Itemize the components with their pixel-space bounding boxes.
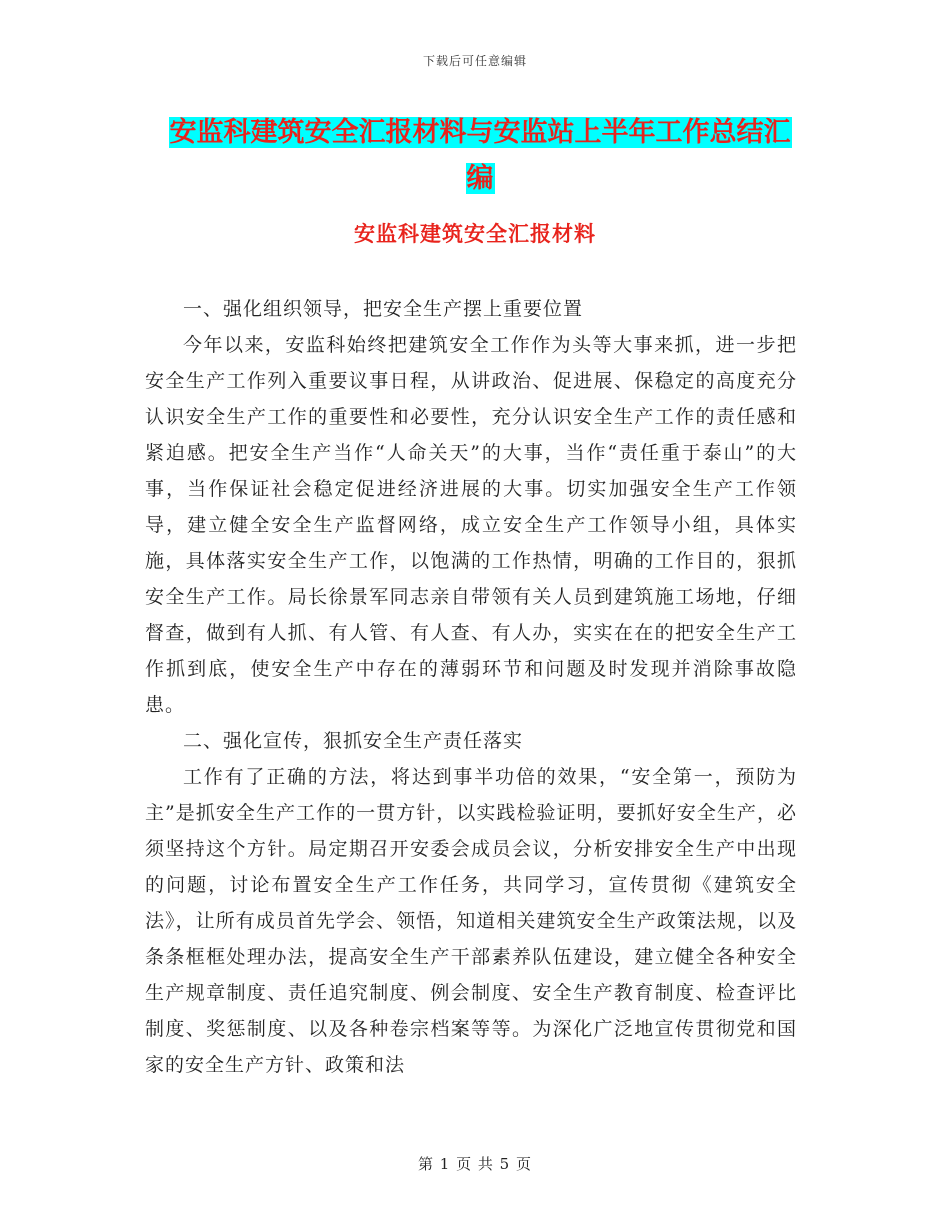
document-title-line-1: 安监科建筑安全汇报材料与安监站上半年工作总结汇 <box>169 117 791 148</box>
heading-section-2: 二、强化宣传，狠抓安全生产责任落实 <box>183 730 524 752</box>
document-title-line-2: 编 <box>466 163 494 194</box>
page-footer: 第 1 页 共 5 页 <box>418 1155 532 1173</box>
paragraph-section-2: 工作有了正确的方法，将达到事半功倍的效果，“安全第一，预防为主”是抓安全生产工作的一贯方针，以实践检验证明，要抓好安全生产，必须坚持这个方针。局定期召开安委会成员会议，分析安排安全生产中出现的问题，讨论布置安全生产工作任务，共同学习，宣传贯彻《建筑安全法》，让所有成员首先学会、领悟，知道相关建筑安全生产政策法规，以及条条框框处理办法，提高安全生产干部素养队伍建设，建立健全各种安全生产规章制度、责任追究制度、例会制度、安全生产教育制度、检查评比制度、奖惩制度、以及各种卷宗档案等等。为深化广泛地宣传贯彻党和国家的安全生产方针、政策和法 <box>145 766 797 1076</box>
paragraph-section-1: 今年以来，安监科始终把建筑安全工作作为头等大事来抓，进一步把安全生产工作列入重要议事日程，从讲政治、促进展、保稳定的高度充分认识安全生产工作的重要性和必要性，充分认识安全生产工作的责任感和紧迫感。把安全生产当作“人命关天”的大事，当作“责任重于泰山”的大事，当作保证社会稳定促进经济进展的大事。切实加强安全生产工作领导，建立健全安全生产监督网络，成立安全生产工作领导小组，具体实施，具体落实安全生产工作，以饱满的工作热情，明确的工作目的，狠抓安全生产工作。局长徐景军同志亲自带领有关人员到建筑施工场地，仔细督查，做到有人抓、有人管、有人查、有人办，实实在在的把安全生产工作抓到底，使安全生产中存在的薄弱环节和问题及时发现并消除事故隐患。 <box>145 334 797 716</box>
section-title: 安监科建筑安全汇报材料 <box>354 222 596 246</box>
document-body <box>145 291 797 1083</box>
page-header: 下载后可任意编辑 <box>422 54 527 68</box>
document-title <box>150 110 810 202</box>
heading-section-1: 一、强化组织领导，把安全生产摆上重要位置 <box>183 298 584 320</box>
